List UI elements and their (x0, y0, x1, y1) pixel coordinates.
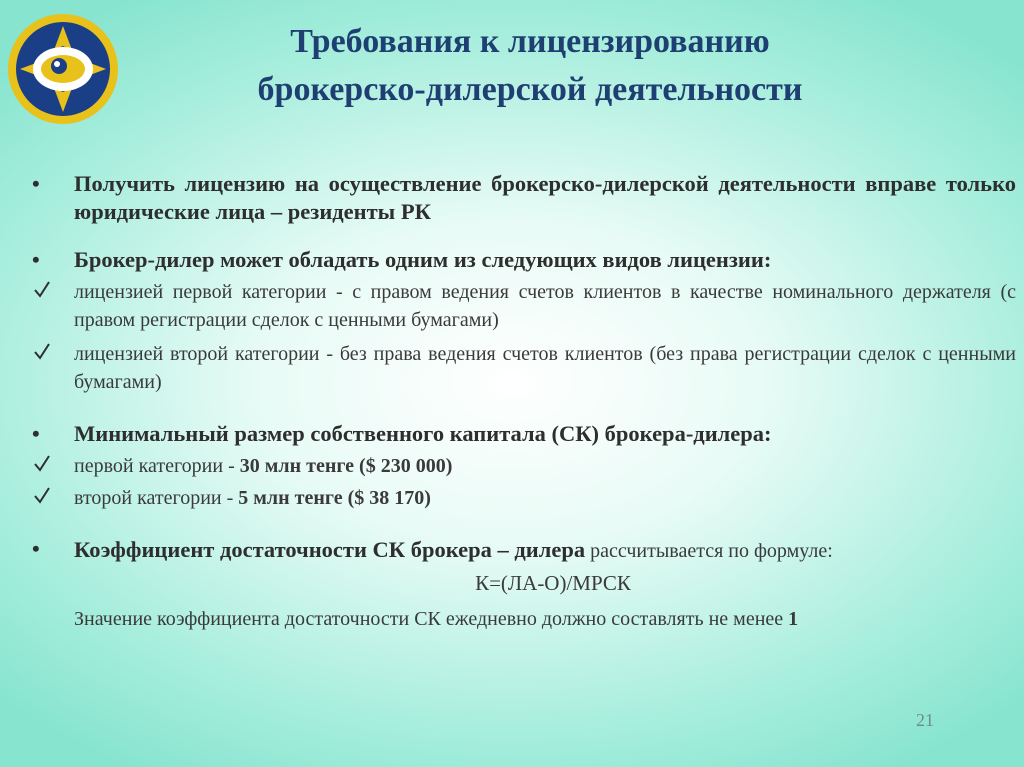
bullet-license-eligibility (30, 170, 1016, 226)
note-text: Значение коэффициента достаточности СК ежедневно должно составлять не менее (74, 608, 789, 630)
bullet-min-capital (30, 420, 1016, 448)
title-line-1: Требования к лицензированию (290, 23, 770, 60)
check-capital-second (30, 484, 1016, 512)
logo-emblem (6, 8, 120, 130)
slide-title (180, 18, 880, 114)
check-text: лицензией первой категории - с правом ведения счетов клиентов в качестве номинального держателя (с правом регистрации сделок с ценными бумагами) (74, 281, 1016, 331)
check-license-first (30, 278, 1016, 334)
bullet-text: Получить лицензию на осуществление брокерско-дилерской деятельности вправе только юридические лица – резиденты РК (74, 171, 1016, 224)
bullet-dot-icon: • (32, 536, 40, 561)
check-amount: 5 млн тенге ($ 38 170) (238, 487, 431, 509)
check-prefix: второй категории - (74, 487, 239, 509)
check-text: лицензией второй категории - без права ведения счетов клиентов (без права регистрации сделок с ценными бумагами) (74, 343, 1016, 393)
note-min-value: 1 (788, 608, 799, 630)
check-prefix: первой категории - (74, 455, 240, 477)
coefficient-suffix: рассчитывается по формуле: (585, 540, 833, 562)
coefficient-note (30, 605, 1016, 633)
coefficient-label: Коэффициент достаточности СК брокера – дилера (74, 537, 586, 562)
bullet-text: Минимальный размер собственного капитала (СК) брокера-дилера: (74, 421, 772, 446)
check-license-second (30, 340, 1016, 396)
bullet-coefficient (30, 536, 1016, 565)
checkmark-icon (34, 342, 50, 360)
title-line-2: брокерско-дилерской деятельности (257, 71, 803, 108)
check-amount: 30 млн тенге ($ 230 000) (239, 455, 453, 477)
checkmark-icon (34, 454, 50, 472)
bullet-dot-icon: • (32, 421, 40, 446)
bullet-dot-icon: • (32, 247, 40, 272)
checkmark-icon (34, 280, 50, 298)
checkmark-icon (34, 486, 50, 504)
check-capital-first (30, 452, 1016, 480)
bullet-dot-icon: • (32, 171, 40, 196)
slide-content (30, 170, 1016, 633)
formula: К=(ЛА-О)/МРСК (475, 571, 631, 595)
bullet-license-types (30, 246, 1016, 274)
slide-number: 21 (916, 710, 934, 730)
bullet-text: Брокер-дилер может обладать одним из следующих видов лицензии: (74, 247, 772, 272)
